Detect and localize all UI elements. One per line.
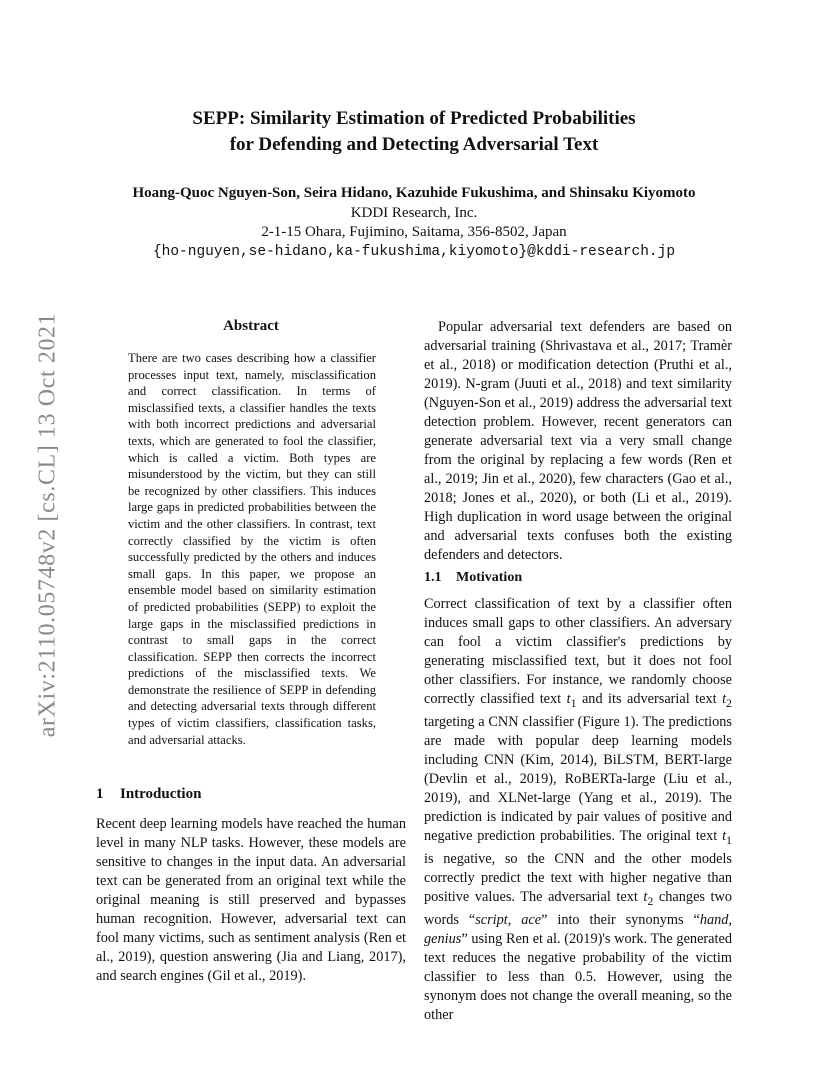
text-run: ” using Ren et al. (2019)'s work. The generated text reduces the negative probability of the victim classifier to less than 0.5. However, using the synonym does not change the overall meaning, so the other <box>424 930 732 1023</box>
math-var-t2: t <box>722 691 727 707</box>
email-addresses: {ho-nguyen,se-hidano,ka-fukushima,kiyomoto}@kddi-research.jp <box>152 243 676 260</box>
text-run: ” into their synonyms “ <box>541 911 700 928</box>
synonym-words: hand, genius <box>424 911 732 947</box>
math-var-t2: t <box>643 888 648 905</box>
title-line-1: SEPP: Similarity Estimation of Predicted Probabilities <box>192 108 636 129</box>
arxiv-side-stamp <box>28 290 68 760</box>
intro-section-heading <box>96 786 201 803</box>
text-run: changes two words “ <box>424 888 733 928</box>
subsection-title: Motivation <box>456 570 523 585</box>
right-column-paragraph-1: Popular adversarial text defenders are based on adversarial training (Shrivastava et al., 2017; Tramèr et al., 2018) or modification detection (Pruthi et al., 2019). N-gram (Juuti et al., 2018) and text similarity (Nguyen-Son et al., 2019) address the adversarial text detection problem. However, recent generators can generate adversarial text via a very small change from the original by replacing a few words (Ren et al., 2019; Jin et al., 2020), few characters (Gao et al., 2018; Jones et al., 2020), or both (Li et al., 2019). High duplication in word usage between the original and adversarial texts confuses both the existing defenders and detectors. <box>424 319 732 563</box>
original-words: script, ace <box>475 911 542 928</box>
math-subscript: 2 <box>726 695 732 710</box>
abstract-heading: Abstract <box>223 318 279 334</box>
subsection-number: 1.1 <box>424 570 442 585</box>
math-subscript: 2 <box>647 893 654 908</box>
intro-paragraph: Recent deep learning models have reached the human level in many NLP tasks. However, these models are sensitive to changes in the input data. An adversarial text can be generated from an original text while the original meaning is still preserved and bypasses human recognition. However, adversarial text can fool many victims, such as sentiment analysis (Ren et al., 2019), question answering (Jia and Liang, 2017), and search engines (Gil et al., 2019). <box>96 816 406 984</box>
text-run: targeting a CNN classifier (Figure 1). The predictions are made with popular deep learning models including CNN (Kim, 2014), BiLSTM, BERT-large (Devlin et al., 2019), RoBERTa-large (Liu et al., 2019), and XLNet-large (Yang et al., 2019). The prediction is indicated by pair values of positive and negative prediction probabilities. The original text <box>424 713 732 844</box>
math-subscript: 1 <box>570 695 577 710</box>
motivation-paragraph <box>424 595 732 1025</box>
title-line-2: for Defending and Detecting Adversarial Text <box>229 134 599 155</box>
address: 2-1-15 Ohara, Fujimino, Saitama, 356-8502, Japan <box>261 224 567 240</box>
author-names: Hoang-Quoc Nguyen-Son, Seira Hidano, Kazuhide Fukushima, and Shinsaku Kiyomoto <box>132 185 696 201</box>
section-number: 1 <box>96 786 104 802</box>
math-subscript: 1 <box>726 832 732 847</box>
abstract-text: There are two cases describing how a classifier processes input text, namely, misclassification and correct classification. In terms of misclassified texts, a classifier handles the texts with both incorrect predictions and adversarial texts, which are generated to fool the classifier, which is called a victim. Both types are misunderstood by the victim, but they can still be recognized by other classifiers. This induces large gaps in predicted probabilities between the victim and the other classifiers. In contrast, text correctly classified by the victim is often successfully predicted by the others and induces small gaps. In this paper, we propose an ensemble model based on similarity estimation of predicted probabilities (SEPP) to exploit the large gaps in the misclassified predictions in contrast to small gaps in the correct classification. SEPP then corrects the incorrect predictions of the misclassified texts. We demonstrate the resilience of SEPP in defending and detecting adversarial texts through different types of victim classifiers, classification tasks, and adversarial attacks. <box>128 351 376 747</box>
arxiv-identifier: arXiv:2110.05748v2 [cs.CL] 13 Oct 2021 <box>34 312 61 738</box>
text-run: is negative, so the CNN and the other models correctly predict the text with higher negative than positive values. The adversarial text <box>424 850 732 905</box>
section-title: Introduction <box>120 786 202 802</box>
paper-title <box>96 106 732 158</box>
math-var-t1: t <box>722 827 727 844</box>
math-var-t1: t <box>566 691 571 707</box>
text-run: and its adversarial text <box>576 691 723 707</box>
text-run: Correct classification of text by a classifier often induces small gaps to other classifiers. An adversary can fool a victim classifier's predictions by generating misclassified text, but it does not fool other classifiers. For instance, we randomly choose correctly classified text <box>424 596 732 707</box>
affiliation: KDDI Research, Inc. <box>350 204 478 221</box>
motivation-subsection-heading <box>424 570 522 586</box>
author-block <box>96 184 732 262</box>
